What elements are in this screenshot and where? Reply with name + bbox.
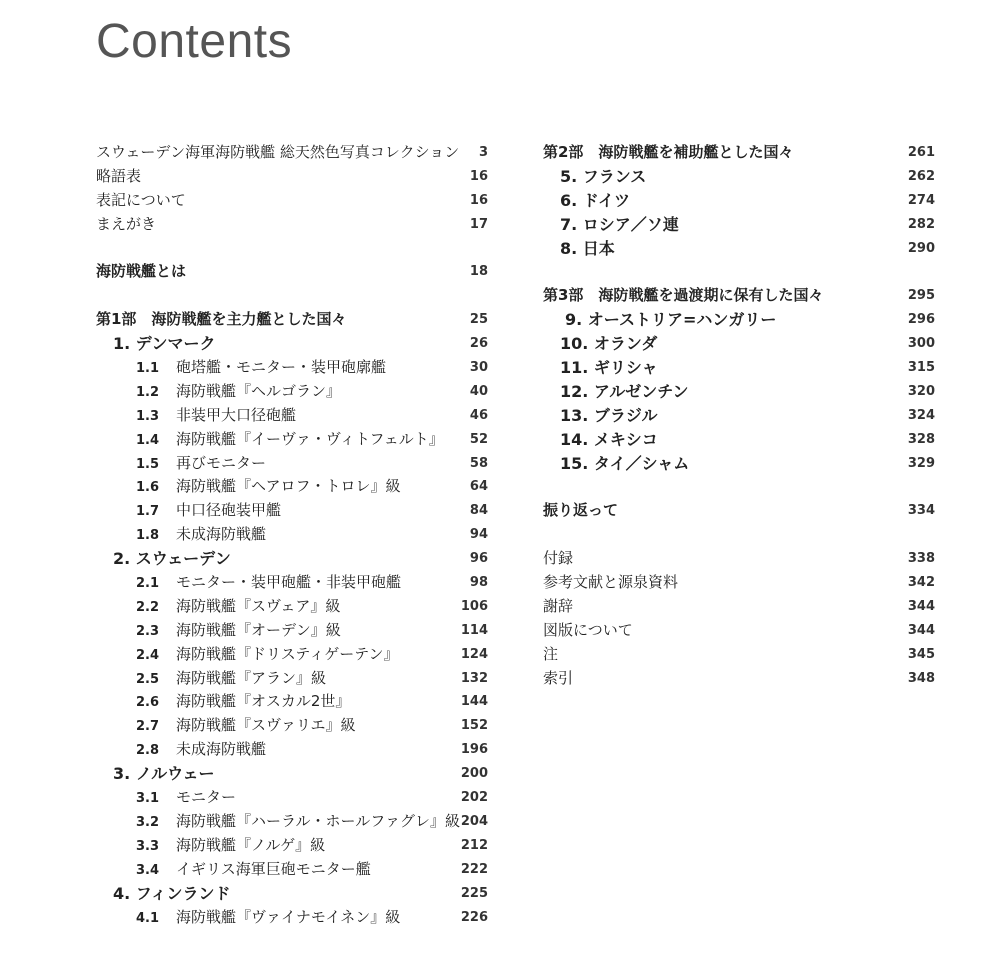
toc-section-number: 1.8: [136, 528, 160, 544]
toc-page-number: 315: [907, 360, 935, 376]
toc-page-number: 84: [469, 503, 488, 519]
toc-entry-label: [136, 452, 266, 477]
toc-page-number: 342: [907, 575, 935, 591]
toc-section-number: 2.7: [136, 719, 160, 735]
toc-spacer: [96, 237, 488, 261]
toc-entry[interactable]: [96, 834, 488, 858]
toc-entry[interactable]: [96, 189, 488, 213]
toc-entry-label: [560, 356, 658, 380]
toc-entry-title: 2. スウェーデン: [113, 549, 231, 569]
toc-entry-label: [113, 547, 231, 571]
toc-page-number: 204: [460, 813, 488, 829]
toc-entry-label: [96, 260, 186, 284]
toc-entry-title: 11. ギリシャ: [560, 358, 658, 378]
toc-entry-title: 12. アルゼンチン: [560, 381, 689, 401]
toc-entry-label: [543, 547, 573, 571]
toc-section-number: 1.7: [136, 504, 160, 520]
toc-entry-title: 13. ブラジル: [560, 405, 658, 425]
toc-entry-label: [136, 810, 460, 835]
toc-entry[interactable]: [543, 332, 935, 356]
toc-entry[interactable]: [96, 260, 488, 284]
toc-page-number: 290: [907, 240, 935, 256]
toc-entry-title: 第3部 海防戦艦を過渡期に保有した国々: [543, 286, 824, 305]
toc-entry-title: 砲塔艦・モニター・装甲砲廓艦: [176, 358, 387, 377]
toc-entry-label: [136, 595, 340, 620]
toc-entry-title: 4. フィンランド: [113, 883, 231, 903]
toc-page-number: 16: [469, 168, 488, 184]
toc-entry-label: [543, 499, 618, 523]
toc-page-number: 16: [469, 192, 488, 208]
toc-entry[interactable]: [543, 189, 935, 213]
toc-entry-label: [136, 475, 401, 500]
toc-page-number: 226: [460, 909, 488, 925]
toc-entry[interactable]: [96, 475, 488, 499]
toc-page-number: 18: [469, 264, 488, 280]
toc-entry-label: [96, 213, 156, 237]
toc-entry-title: 海防戦艦『アラン』級: [176, 668, 327, 687]
toc-page-number: 124: [460, 646, 488, 662]
toc-entry[interactable]: [96, 571, 488, 595]
toc-entry[interactable]: [543, 404, 935, 428]
toc-entry[interactable]: [96, 380, 488, 404]
toc-entry-title: スウェーデン海軍海防戦艦 総天然色写真コレクション: [96, 143, 460, 161]
toc-right-column: [543, 141, 935, 690]
toc-page-number: 222: [460, 861, 488, 877]
toc-entry[interactable]: [543, 165, 935, 189]
toc-left-column: [96, 141, 488, 929]
toc-page-number: 348: [907, 670, 935, 686]
toc-entry[interactable]: [543, 141, 935, 165]
toc-entry-title: 8. 日本: [560, 238, 615, 258]
toc-entry-title: まえがき: [96, 214, 157, 233]
toc-entry[interactable]: [543, 380, 935, 404]
toc-entry-label: [136, 690, 350, 715]
toc-entry-label: [113, 332, 215, 356]
toc-entry[interactable]: [543, 356, 935, 380]
toc-entry-title: 10. オランダ: [560, 334, 658, 354]
toc-page-number: 96: [469, 551, 488, 567]
toc-entry-title: イギリス海軍巨砲モニター艦: [176, 859, 371, 878]
toc-page-number: 329: [907, 455, 935, 471]
toc-page-number: 345: [907, 646, 935, 662]
toc-entry-title: 15. タイ／シャム: [560, 453, 690, 473]
toc-entry-label: [543, 667, 573, 691]
toc-spacer: [543, 523, 935, 547]
toc-entry-title: 海防戦艦『イーヴァ・ヴィトフェルト』: [176, 429, 444, 448]
toc-entry-title: 海防戦艦『ヘルゴラン』: [176, 381, 342, 400]
toc-page-number: 152: [460, 718, 488, 734]
toc-page-number: 3: [478, 145, 488, 160]
toc-entry-label: [136, 834, 325, 859]
toc-entry-label: [136, 643, 398, 668]
toc-page-number: 262: [907, 168, 935, 184]
toc-entry-label: [560, 213, 679, 237]
toc-spacer: [543, 475, 935, 499]
toc-entry[interactable]: [96, 714, 488, 738]
toc-section-number: 2.5: [136, 671, 160, 687]
toc-page-number: 58: [469, 455, 488, 471]
toc-page-number: 328: [907, 431, 935, 447]
toc-entry-title: モニター: [176, 788, 237, 807]
toc-entry-title: 1. デンマーク: [113, 334, 216, 354]
toc-page-number: 282: [907, 216, 935, 232]
toc-entry[interactable]: [543, 499, 935, 523]
toc-entry[interactable]: [96, 141, 488, 165]
toc-section-number: 2.3: [136, 623, 160, 639]
toc-entry[interactable]: [96, 858, 488, 882]
toc-entry-label: [136, 738, 266, 763]
toc-section-number: 1.1: [136, 361, 160, 377]
toc-page-number: 17: [469, 216, 488, 232]
toc-entry-label: [136, 571, 401, 596]
toc-entry-label: [560, 332, 657, 356]
toc-entry-title: 第2部 海防戦艦を補助艦とした国々: [543, 143, 794, 161]
toc-page-number: 261: [907, 145, 935, 160]
toc-page-number: 334: [907, 503, 935, 519]
toc-entry-label: [136, 428, 444, 453]
toc-page-number: 40: [469, 383, 488, 399]
toc-entry-title: 再びモニター: [176, 453, 267, 472]
toc-entry-label: [560, 452, 689, 476]
toc-section-number: 2.4: [136, 647, 160, 663]
toc-entry[interactable]: [96, 595, 488, 619]
toc-entry-title: 14. メキシコ: [560, 429, 658, 449]
toc-entry[interactable]: [96, 906, 488, 930]
toc-entry-label: [543, 619, 633, 643]
toc-entry[interactable]: [96, 213, 488, 237]
toc-entry-title: 5. フランス: [560, 166, 647, 186]
toc-entry-label: [136, 523, 266, 548]
toc-page-number: 274: [907, 192, 935, 208]
toc-section-number: 3.1: [136, 791, 160, 807]
toc-section-number: 2.1: [136, 576, 160, 592]
toc-entry-label: [543, 571, 678, 595]
toc-entry[interactable]: [543, 547, 935, 571]
toc-page-number: 46: [469, 407, 488, 423]
toc-entry-label: [560, 404, 658, 428]
toc-page-number: 26: [469, 336, 488, 352]
toc-entry-title: 振り返って: [543, 501, 619, 520]
toc-entry-title: 謝辞: [543, 596, 574, 615]
toc-entry[interactable]: [96, 882, 488, 906]
toc-entry[interactable]: [96, 738, 488, 762]
toc-entry[interactable]: [96, 499, 488, 523]
toc-spacer: [543, 260, 935, 284]
toc-entry[interactable]: [96, 165, 488, 189]
toc-entry[interactable]: [543, 643, 935, 667]
toc-entry[interactable]: [543, 619, 935, 643]
toc-page-number: 225: [460, 885, 488, 901]
toc-page-number: 300: [907, 336, 935, 352]
toc-entry[interactable]: [96, 523, 488, 547]
toc-section-number: 3.4: [136, 862, 160, 878]
toc-entry-label: [136, 906, 400, 931]
toc-page-number: 30: [469, 360, 488, 376]
toc-page-number: 52: [469, 431, 488, 447]
toc-entry[interactable]: [96, 547, 488, 571]
toc-entry[interactable]: [543, 308, 935, 332]
toc-entry-label: [560, 237, 615, 261]
toc-entry-label: [136, 619, 341, 644]
toc-entry-label: [560, 380, 688, 404]
toc-entry[interactable]: [96, 428, 488, 452]
toc-page-number: 320: [907, 383, 935, 399]
toc-section-number: 4.1: [136, 910, 160, 926]
toc-entry-title: 7. ロシア／ソ連: [560, 214, 679, 234]
toc-page-number: 324: [907, 407, 935, 423]
toc-entry[interactable]: [543, 452, 935, 476]
toc-entry-label: [543, 141, 793, 165]
toc-entry-label: [543, 284, 823, 308]
toc-entry-title: 海防戦艦『オスカル2世』: [176, 692, 351, 711]
toc-entry-title: 図版について: [543, 620, 633, 639]
toc-section-number: 1.4: [136, 432, 160, 448]
toc-entry[interactable]: [96, 404, 488, 428]
toc-page-number: 344: [907, 598, 935, 614]
toc-entry-title: 海防戦艦『オーデン』級: [176, 620, 341, 639]
toc-entry-label: [543, 595, 573, 619]
toc-entry-title: 9. オーストリア=ハンガリー: [565, 310, 777, 330]
toc-entry[interactable]: [543, 571, 935, 595]
toc-entry-label: [560, 189, 630, 213]
toc-entry[interactable]: [543, 284, 935, 308]
toc-entry[interactable]: [96, 308, 488, 332]
toc-entry-label: [136, 858, 371, 883]
toc-entry-title: モニター・装甲砲艦・非装甲砲艦: [176, 573, 402, 592]
toc-entry-label: [136, 714, 356, 739]
toc-entry-label: [136, 404, 296, 429]
toc-entry[interactable]: [96, 356, 488, 380]
toc-page-number: 132: [460, 670, 488, 686]
toc-entry[interactable]: [96, 452, 488, 476]
toc-entry-title: 中口径砲装甲艦: [176, 501, 282, 520]
toc-page-number: 25: [469, 312, 488, 328]
toc-section-number: 1.2: [136, 384, 160, 400]
toc-entry-title: 未成海防戦艦: [176, 525, 267, 544]
toc-page-number: 98: [469, 575, 488, 591]
toc-page-number: 212: [460, 837, 488, 853]
toc-entry-title: 海防戦艦『ハーラル・ホールファグレ』級: [176, 811, 460, 830]
toc-entry-title: 海防戦艦『ドリスティゲーテン』: [176, 644, 399, 663]
toc-entry-label: [136, 380, 341, 405]
toc-entry-title: 3. ノルウェー: [113, 764, 215, 784]
toc-entry[interactable]: [543, 213, 935, 237]
toc-entry-title: 索引: [543, 668, 574, 687]
toc-entry-title: 略語表: [96, 166, 142, 185]
toc-entry-title: 参考文献と源泉資料: [543, 573, 679, 592]
toc-entry-label: [96, 189, 186, 213]
toc-entry-label: [565, 308, 776, 332]
toc-entry-title: 海防戦艦『スヴァリエ』級: [176, 716, 356, 735]
toc-entry-label: [560, 428, 658, 452]
toc-section-number: 2.2: [136, 599, 160, 615]
toc-entry-title: 海防戦艦とは: [96, 262, 187, 281]
toc-entry-label: [136, 667, 326, 692]
toc-entry[interactable]: [96, 762, 488, 786]
toc-page-number: 106: [460, 598, 488, 614]
toc-section-number: 3.3: [136, 838, 160, 854]
toc-entry-title: 付録: [543, 549, 574, 568]
toc-entry-title: 海防戦艦『スヴェア』級: [176, 596, 341, 615]
toc-page-number: 202: [460, 790, 488, 806]
toc-section-number: 1.5: [136, 456, 160, 472]
toc-entry[interactable]: [96, 786, 488, 810]
toc-entry[interactable]: [543, 428, 935, 452]
toc-entry[interactable]: [96, 332, 488, 356]
toc-entry[interactable]: [543, 667, 935, 691]
toc-section-number: 2.6: [136, 695, 160, 711]
toc-section-number: 2.8: [136, 743, 160, 759]
toc-entry-title: 海防戦艦『ヴァイナモイネン』級: [176, 907, 401, 926]
toc-page-number: 144: [460, 694, 488, 710]
toc-entry-title: 注: [543, 644, 559, 663]
toc-entry-label: [96, 141, 459, 165]
toc-entry-label: [96, 165, 141, 189]
toc-page-number: 64: [469, 479, 488, 495]
toc-entry-label: [136, 499, 281, 524]
toc-entry[interactable]: [96, 643, 488, 667]
toc-entry[interactable]: [96, 690, 488, 714]
toc-entry-title: 表記について: [96, 190, 186, 209]
toc-entry[interactable]: [96, 667, 488, 691]
toc-page-number: 114: [460, 622, 488, 638]
toc-page-number: 344: [907, 622, 935, 638]
toc-entry-title: 非装甲大口径砲艦: [176, 405, 297, 424]
toc-entry-label: [136, 356, 386, 381]
toc-entry-title: 海防戦艦『ヘアロフ・トロレ』級: [176, 477, 401, 496]
toc-spacer: [96, 284, 488, 308]
toc-entry-label: [96, 308, 346, 332]
toc-entry-label: [113, 882, 231, 906]
toc-entry-title: 6. ドイツ: [560, 190, 630, 210]
toc-entry-title: 未成海防戦艦: [176, 740, 267, 759]
toc-section-number: 3.2: [136, 814, 160, 830]
toc-entry-title: 海防戦艦『ノルゲ』級: [176, 835, 326, 854]
toc-page-number: 200: [460, 766, 488, 782]
toc-entry[interactable]: [543, 237, 935, 261]
toc-entry-label: [560, 165, 646, 189]
toc-page-number: 296: [907, 312, 935, 328]
toc-entry[interactable]: [96, 619, 488, 643]
toc-entry-label: [543, 643, 558, 667]
toc-entry[interactable]: [96, 810, 488, 834]
toc-page-number: 295: [907, 288, 935, 304]
toc-entry-label: [113, 762, 215, 786]
toc-entry-title: 第1部 海防戦艦を主力艦とした国々: [96, 310, 347, 329]
toc-page-number: 338: [907, 551, 935, 567]
page-title: Contents: [96, 15, 293, 68]
toc-entry-label: [136, 786, 236, 811]
toc-section-number: 1.6: [136, 480, 160, 496]
toc-page-number: 196: [460, 742, 488, 758]
toc-section-number: 1.3: [136, 408, 160, 424]
toc-entry[interactable]: [543, 595, 935, 619]
toc-page-number: 94: [469, 527, 488, 543]
